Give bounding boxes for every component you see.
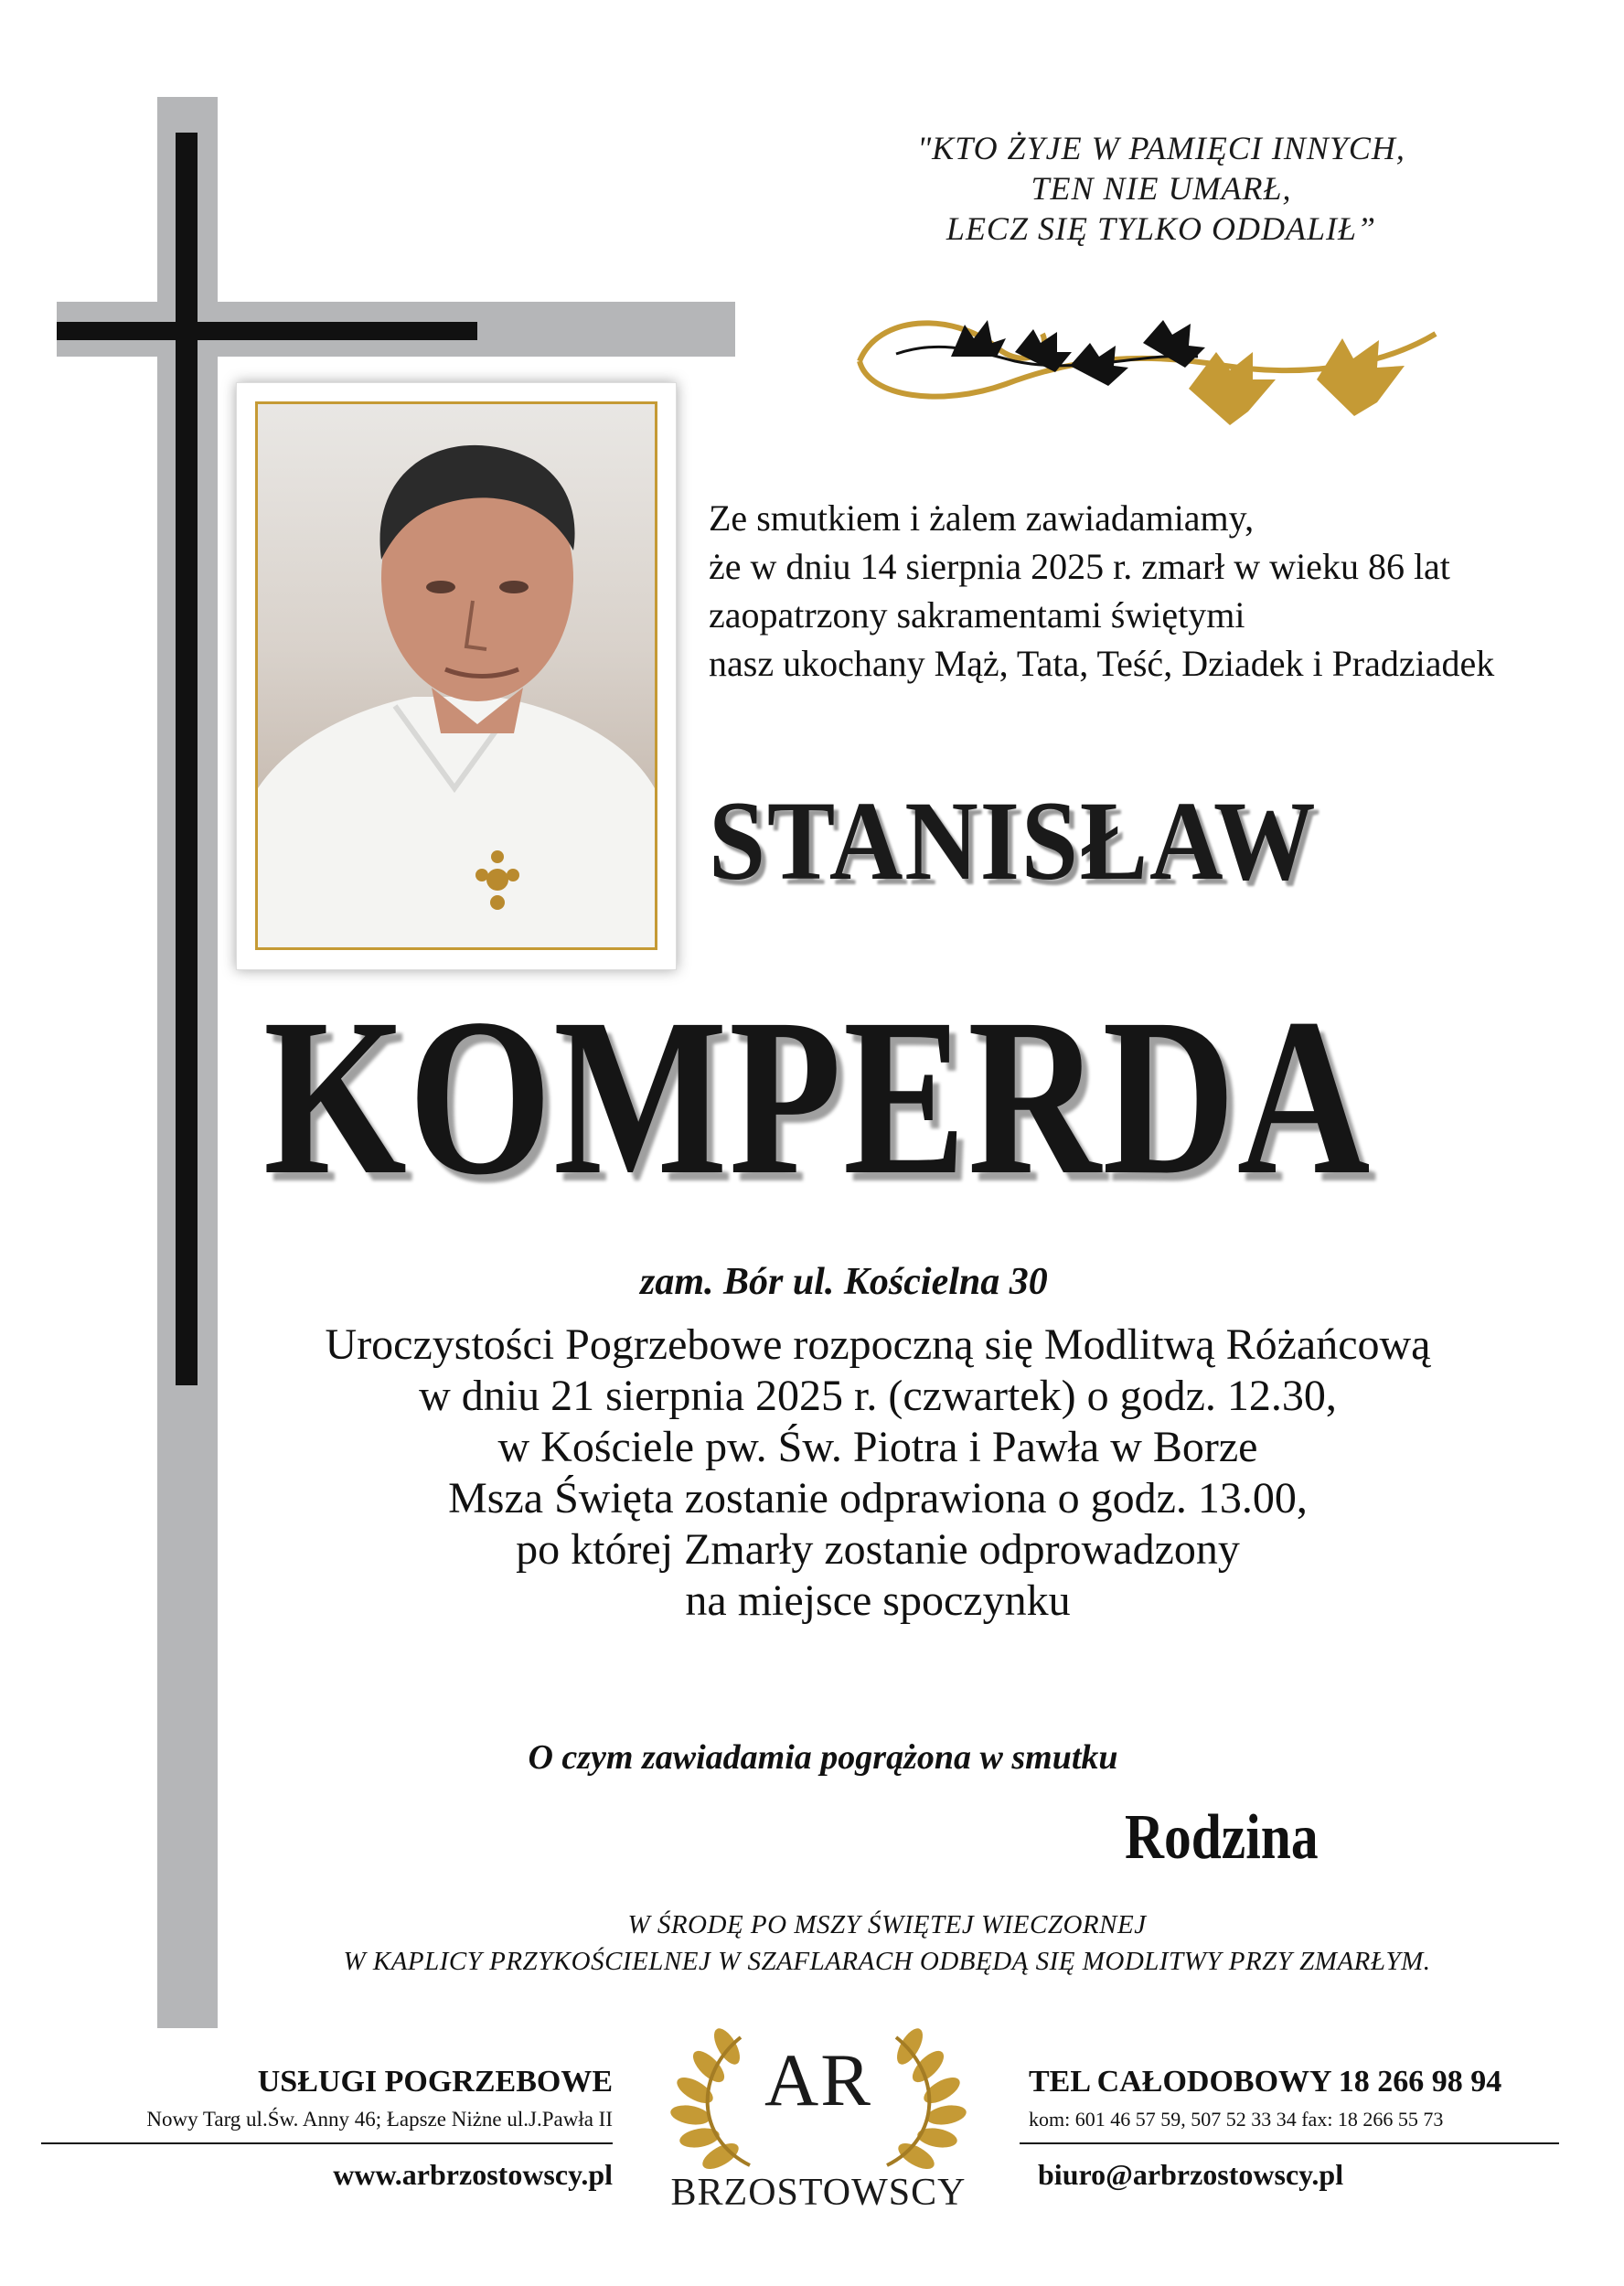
quote-line-3: LECZ SIĘ TYLKO ODDALIŁ” (946, 210, 1377, 247)
memorial-quote (805, 128, 1518, 249)
prayer-note (238, 1907, 1536, 1980)
funeral-line-2: w dniu 21 sierpnia 2025 r. (czwartek) o godz. 12.30, (419, 1372, 1337, 1420)
email-link[interactable]: biuro@arbrzostowscy.pl (1038, 2158, 1344, 2191)
cross-black-vertical (176, 133, 198, 1385)
intro-line-4: nasz ukochany Mąż, Tata, Teść, Dziadek i Pradziadek (709, 643, 1495, 684)
portrait-photo (255, 401, 657, 950)
quote-line-1: "KTO ŻYJE W PAMIĘCI INNYCH, (917, 130, 1405, 166)
family-signature: Rodzina (1125, 1802, 1319, 1873)
deceased-first-name: STANISŁAW (709, 778, 1318, 903)
funeral-line-3: w Kościele pw. Św. Piotra i Pawła w Borze (497, 1423, 1258, 1471)
quote-line-2: TEN NIE UMARŁ, (1031, 170, 1292, 207)
logo-initials: AR (764, 2038, 872, 2121)
announcement-intro (709, 494, 1568, 688)
funeral-line-5: po której Zmarły zostanie odprowadzony (516, 1525, 1240, 1574)
notify-line: O czym zawiadamia pogrążona w smutku (528, 1738, 1118, 1777)
footer-right-divider (1020, 2142, 1559, 2144)
website-link[interactable]: www.arbrzostowscy.pl (333, 2158, 613, 2191)
phone-24h: TEL CAŁODOBOWY 18 266 98 94 (1029, 2065, 1502, 2099)
note-line-2: W KAPLICY PRZYKOŚCIELNEJ W SZAFLARACH ODBĘDĄ SIĘ MODLITWY PRZY ZMARŁYM. (343, 1947, 1431, 1976)
funeral-services-address: Nowy Targ ul.Św. Anny 46; Łapsze Niżne ul.J.Pawła II (146, 2108, 613, 2131)
portrait-illustration (258, 404, 655, 947)
funeral-line-4: Msza Święta zostanie odprawiona o godz. 13.00, (448, 1474, 1308, 1522)
leaf-ornament-icon (841, 297, 1481, 462)
funeral-details (219, 1319, 1536, 1627)
funeral-line-6: na miejsce spoczynku (685, 1576, 1071, 1625)
intro-line-3: zaopatrzony sakramentami świętymi (709, 594, 1245, 636)
note-line-1: W ŚRODĘ PO MSZY ŚWIĘTEJ WIECZORNEJ (627, 1910, 1147, 1939)
intro-line-1: Ze smutkiem i żalem zawiadamiamy, (709, 497, 1255, 539)
cross-black-horizontal (57, 322, 477, 340)
phone-numbers: kom: 601 46 57 59, 507 52 33 34 fax: 18 266 55 73 (1029, 2108, 1444, 2131)
deceased-last-name: KOMPERDA (263, 973, 1373, 1222)
funeral-line-1: Uroczystości Pogrzebowe rozpoczną się Modlitwą Różańcową (325, 1320, 1431, 1369)
portrait-photo-frame (236, 382, 677, 970)
intro-line-2: że w dniu 14 sierpnia 2025 r. zmarł w wieku 86 lat (709, 546, 1450, 587)
footer-left-divider (41, 2142, 613, 2144)
funeral-services-title: USŁUGI POGRZEBOWE (257, 2065, 613, 2099)
deceased-address: zam. Bór ul. Kościelna 30 (640, 1261, 1048, 1303)
logo-name: BRZOSTOWSCY (670, 2172, 967, 2214)
